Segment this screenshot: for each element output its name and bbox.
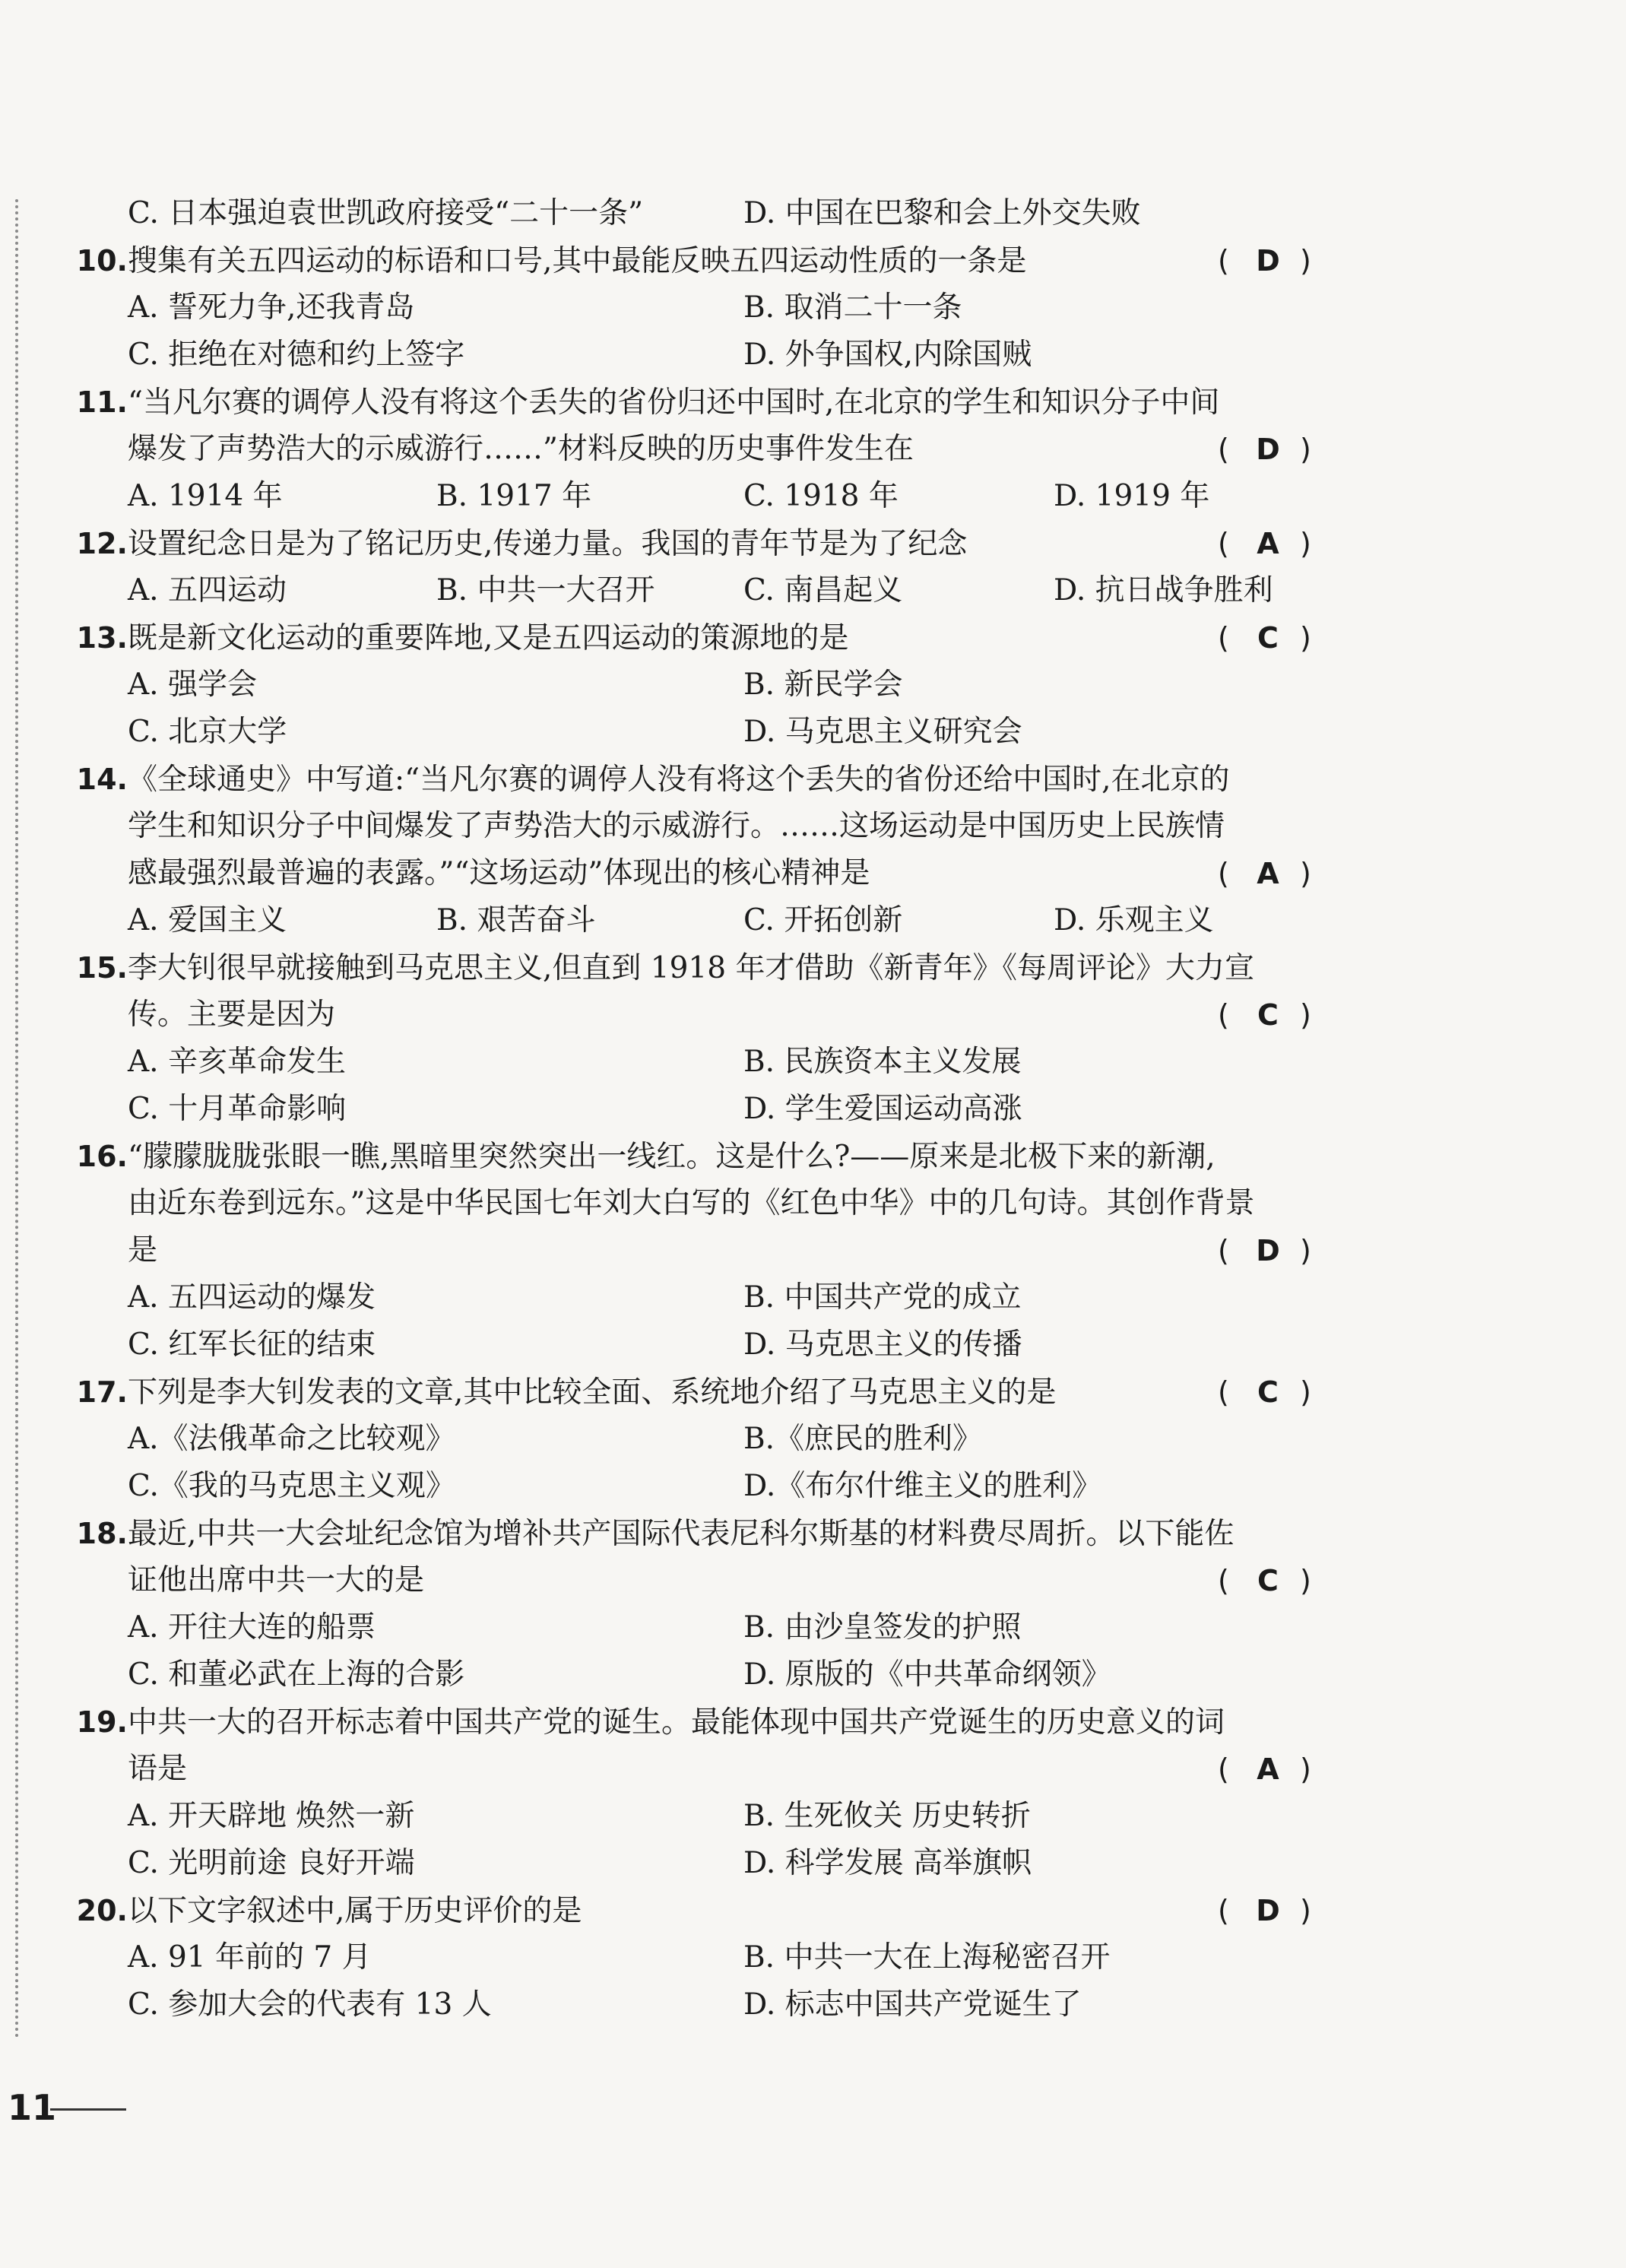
option-row [73, 1039, 1335, 1086]
question-text: 由近东卷到远东。”这是中华民国七年刘大白写的《红色中华》中的几句诗。其创作背景 [128, 1186, 1255, 1220]
question-stem-continued [73, 426, 1335, 473]
question-text: 证他出席中共一大的是 [128, 1563, 425, 1597]
question-number: 14. [76, 763, 128, 796]
answer-letter: D [1256, 244, 1280, 278]
option: A. 五四运动的爆发 [128, 1280, 376, 1315]
question-text: 传。主要是因为 [128, 998, 336, 1032]
answer-letter: C [1257, 1375, 1279, 1409]
question-text: 是 [128, 1233, 158, 1267]
question-number: 19. [76, 1705, 128, 1739]
question-stem-continued [73, 1227, 1335, 1274]
question-stem [73, 1887, 1335, 1934]
answer-bracket [1218, 520, 1324, 567]
option: A. 开往大连的船票 [128, 1610, 376, 1645]
option: A. 91 年前的 7 月 [128, 1940, 372, 1975]
option: C. 和董必武在上海的合影 [128, 1657, 465, 1692]
answer-letter: C [1257, 1564, 1279, 1597]
option: B. 中国共产党的成立 [743, 1280, 1022, 1315]
option: D. 科学发展 高举旗帜 [743, 1846, 1032, 1880]
option-row [73, 1651, 1335, 1699]
right-paren: ) [1300, 857, 1311, 890]
question-text: 搜集有关五四运动的标语和口号,其中最能反映五四运动性质的一条是 [128, 244, 1027, 278]
option: D. 抗日战争胜利 [1054, 573, 1273, 607]
option: D.《布尔什维主义的胜利》 [743, 1469, 1102, 1503]
question-stem-continued [73, 803, 1335, 850]
option: B. 新民学会 [743, 668, 903, 702]
option-row [73, 661, 1335, 709]
option: B. 艰苦奋斗 [436, 903, 596, 937]
right-paren: ) [1300, 998, 1311, 1032]
right-paren: ) [1300, 1753, 1311, 1786]
question-number: 11. [76, 385, 128, 419]
option: C. 南昌起义 [743, 573, 903, 607]
answer-bracket [1218, 614, 1324, 661]
question-stem [73, 1699, 1335, 1746]
right-paren: ) [1300, 1234, 1311, 1267]
left-paren: ( [1218, 621, 1229, 655]
answer-letter: D [1256, 1234, 1280, 1267]
question-stem-continued [73, 850, 1335, 897]
question-number: 16. [76, 1140, 128, 1173]
option: B. 1917 年 [436, 479, 592, 513]
option-row [73, 897, 1335, 944]
answer-letter: C [1257, 621, 1279, 655]
question-text: 学生和知识分子中间爆发了声势浩大的示威游行。……这场运动是中国历史上民族情 [128, 809, 1225, 843]
option-row [73, 1604, 1335, 1651]
answer-bracket [1218, 1887, 1324, 1934]
left-paren: ( [1218, 1564, 1229, 1597]
question-stem-continued [73, 1180, 1335, 1227]
left-paren: ( [1218, 1894, 1229, 1927]
right-paren: ) [1300, 1564, 1311, 1597]
option-row [73, 1416, 1335, 1463]
option: D. 标志中国共产党诞生了 [743, 1987, 1082, 2022]
option: D. 中国在巴黎和会上外交失败 [743, 196, 1141, 230]
question-stem [73, 1369, 1335, 1416]
left-paren: ( [1218, 1753, 1229, 1786]
answer-bracket [1218, 991, 1324, 1039]
option-row [73, 709, 1335, 756]
right-paren: ) [1300, 621, 1311, 655]
question-text: 感最强烈最普遍的表露。”“这场运动”体现出的核心精神是 [128, 856, 870, 890]
answer-letter: A [1257, 1753, 1279, 1786]
answer-bracket [1218, 1369, 1324, 1416]
option: B. 民族资本主义发展 [743, 1045, 1022, 1079]
option: D. 马克思主义研究会 [743, 715, 1022, 749]
answer-letter: D [1256, 433, 1280, 466]
left-paren: ( [1218, 998, 1229, 1032]
question-number: 15. [76, 951, 128, 985]
answer-bracket [1218, 237, 1324, 284]
option: A. 开天辟地 焕然一新 [128, 1799, 415, 1833]
question-text: 最近,中共一大会址纪念馆为增补共产国际代表尼科尔斯基的材料费尽周折。以下能佐 [128, 1517, 1235, 1551]
question-number: 12. [76, 527, 128, 560]
option: A. 1914 年 [128, 479, 283, 513]
question-list [73, 190, 1335, 2029]
option: C. 十月革命影响 [128, 1092, 347, 1126]
answer-bracket [1218, 426, 1324, 473]
question-text: 李大钊很早就接触到马克思主义,但直到 1918 年才借助《新青年》《每周评论》大力宣 [128, 951, 1254, 985]
question-stem [73, 379, 1335, 426]
question-stem [73, 237, 1335, 284]
question-text: 语是 [128, 1752, 188, 1786]
question-text: 中共一大的召开标志着中国共产党的诞生。最能体现中国共产党诞生的历史意义的词 [128, 1705, 1225, 1740]
question-stem [73, 756, 1335, 803]
right-paren: ) [1300, 1375, 1311, 1409]
option-row [73, 331, 1335, 379]
answer-bracket [1218, 1227, 1324, 1274]
right-paren: ) [1300, 244, 1311, 278]
option-row [73, 1321, 1335, 1369]
question-stem-continued [73, 1557, 1335, 1604]
option: B. 中共一大召开 [436, 573, 655, 607]
question-text: 《全球通史》中写道:“当凡尔赛的调停人没有将这个丢失的省份还给中国时,在北京的 [128, 763, 1230, 797]
question-text: “当凡尔赛的调停人没有将这个丢失的省份归还中国时,在北京的学生和知识分子中间 [128, 385, 1220, 420]
option: D. 马克思主义的传播 [743, 1327, 1022, 1362]
option-row [73, 1840, 1335, 1887]
option-row [73, 1793, 1335, 1840]
option: A. 辛亥革命发生 [128, 1045, 346, 1079]
answer-bracket [1218, 1557, 1324, 1604]
option: D. 乐观主义 [1054, 903, 1214, 937]
left-paren: ( [1218, 244, 1229, 278]
binding-dotted-line [15, 199, 18, 2039]
answer-letter: A [1257, 857, 1279, 890]
option-row [73, 1981, 1335, 2029]
right-paren: ) [1300, 433, 1311, 466]
option: D. 原版的《中共革命纲领》 [743, 1657, 1111, 1692]
question-text: 下列是李大钊发表的文章,其中比较全面、系统地介绍了马克思主义的是 [128, 1375, 1057, 1410]
question-text: 设置纪念日是为了铭记历史,传递力量。我国的青年节是为了纪念 [128, 527, 968, 561]
page-number: 11 [8, 2087, 57, 2128]
answer-bracket [1218, 1746, 1324, 1793]
question-number: 17. [76, 1375, 128, 1409]
right-paren: ) [1300, 527, 1311, 560]
option-row [73, 1086, 1335, 1133]
option: C. 日本强迫袁世凯政府接受“二十一条” [128, 196, 644, 230]
option: C. 北京大学 [128, 715, 287, 749]
option: D. 外争国权,内除国贼 [743, 338, 1032, 372]
question-number: 10. [76, 244, 128, 278]
option-row [73, 1274, 1335, 1321]
option: A.《法俄革命之比较观》 [128, 1422, 455, 1456]
question-stem-continued [73, 1746, 1335, 1793]
answer-letter: C [1257, 998, 1279, 1032]
right-paren: ) [1300, 1894, 1311, 1927]
option: C. 光明前途 良好开端 [128, 1846, 415, 1880]
option: B. 生死攸关 历史转折 [743, 1799, 1031, 1833]
question-text: 既是新文化运动的重要阵地,又是五四运动的策源地的是 [128, 621, 849, 655]
option: C. 开拓创新 [743, 903, 903, 937]
question-stem [73, 1133, 1335, 1180]
left-paren: ( [1218, 857, 1229, 890]
option: B. 中共一大在上海秘密召开 [743, 1940, 1111, 1975]
question-stem [73, 614, 1335, 661]
option: A. 五四运动 [128, 573, 287, 607]
option-row [73, 567, 1335, 614]
option-row [73, 1463, 1335, 1510]
option-row [73, 190, 1335, 237]
option-row [73, 284, 1335, 331]
left-paren: ( [1218, 1375, 1229, 1409]
option: D. 学生爱国运动高涨 [743, 1092, 1022, 1126]
option-row [73, 473, 1335, 520]
option: C.《我的马克思主义观》 [128, 1469, 455, 1503]
option: A. 誓死力争,还我青岛 [128, 290, 415, 325]
question-stem [73, 520, 1335, 567]
option: B.《庶民的胜利》 [743, 1422, 983, 1456]
question-stem [73, 944, 1335, 991]
left-paren: ( [1218, 433, 1229, 466]
answer-bracket [1218, 850, 1324, 897]
answer-letter: A [1257, 527, 1279, 560]
option: C. 参加大会的代表有 13 人 [128, 1987, 492, 2022]
question-text: 爆发了声势浩大的示威游行……”材料反映的历史事件发生在 [128, 432, 914, 466]
left-paren: ( [1218, 1234, 1229, 1267]
option: A. 强学会 [128, 668, 257, 702]
option: B. 由沙皇签发的护照 [743, 1610, 1022, 1645]
option: B. 取消二十一条 [743, 290, 962, 325]
question-number: 18. [76, 1517, 128, 1550]
question-stem [73, 1510, 1335, 1557]
answer-letter: D [1256, 1894, 1280, 1927]
question-number: 13. [76, 621, 128, 655]
option: C. 1918 年 [743, 479, 899, 513]
option: C. 红军长征的结束 [128, 1327, 376, 1362]
left-paren: ( [1218, 527, 1229, 560]
page-number-rule [50, 2108, 126, 2111]
option: C. 拒绝在对德和约上签字 [128, 338, 465, 372]
option: A. 爱国主义 [128, 903, 287, 937]
question-number: 20. [76, 1894, 128, 1927]
option-row [73, 1934, 1335, 1981]
option: D. 1919 年 [1054, 479, 1210, 513]
question-stem-continued [73, 991, 1335, 1039]
question-text: 以下文字叙述中,属于历史评价的是 [128, 1894, 582, 1928]
question-text: “朦朦胧胧张眼一瞧,黑暗里突然突出一线红。这是什么?——原来是北极下来的新潮, [128, 1140, 1216, 1174]
